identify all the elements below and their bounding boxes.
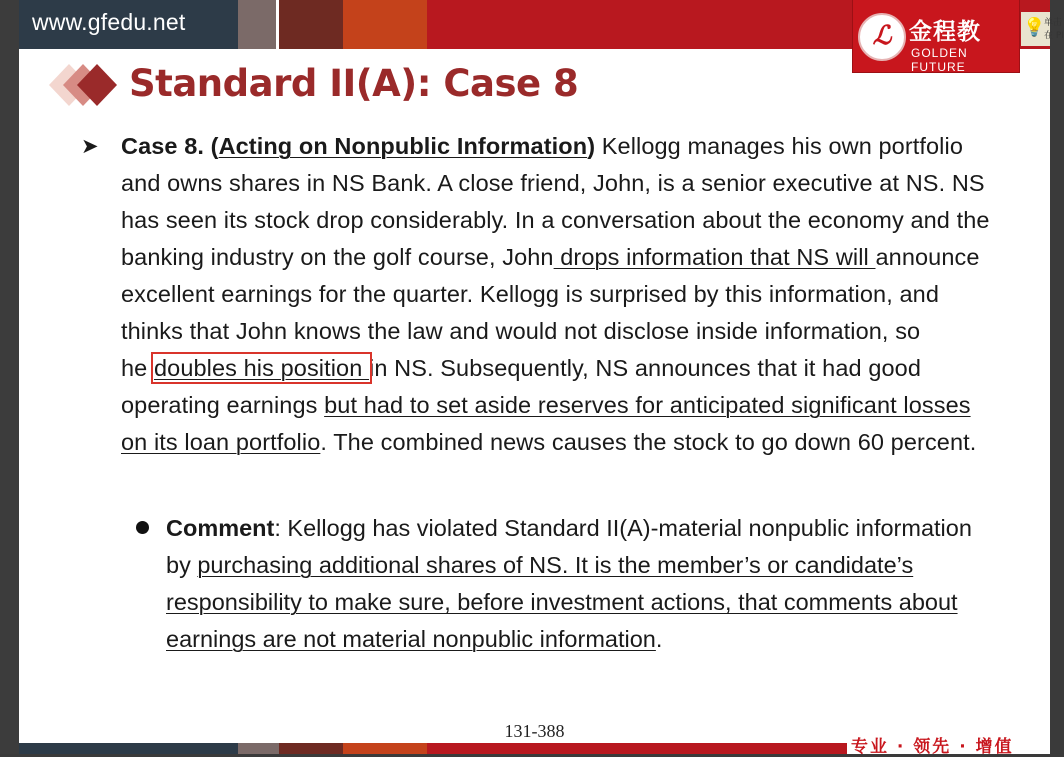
case-text: Kellogg manages his own portfolio and owns shares in NS Bank. A close friend, John, is a senior executive at NS. NS has seen its stock drop considerably. In a conversation about the economy and the banking industry on the golf course, John [121,133,990,270]
banner-segment [279,743,343,754]
comment-text: . [655,626,663,652]
banner-segment [238,0,276,49]
underlined-phrase: purchasing additional shares of NS. It is the member’s or candidate’s responsibility to make sure, before investment actions, that comments about earnings are not material nonpublic information [166,552,958,652]
comment-paragraph [166,510,986,658]
tip-popup[interactable] [1021,12,1064,46]
highlighted-phrase: doubles his position [153,355,370,381]
lightbulb-icon: 💡 [1023,17,1046,38]
slogan: 专业 · 领先 · 增值 [847,732,1050,754]
page-title: Standard II(A): Case 8 [129,62,579,105]
round-bullet-icon [136,521,149,534]
logo-text-cn: 金程教 [909,19,981,45]
slide [19,0,1064,757]
case-text: announce excellent earnings for the quarter. Kellogg is surprised by this information, and thinks that John knows the law and would not disclose inside information, so he [121,244,980,381]
site-url: www.gfedu.net [32,9,186,35]
underlined-phrase: drops information that NS will [553,244,876,270]
comment-text: : Kellogg has violated Standard II(A)-material nonpublic information by [166,515,972,578]
logo-seal-icon: ℒ [858,13,906,61]
case-label: Case 8. ( [121,133,219,159]
banner-segment [238,743,279,754]
window-left-edge [0,0,19,754]
arrow-bullet-icon: ➤ [81,135,99,158]
banner-segment [343,0,427,49]
page-number: 131-388 [504,721,565,741]
banner-segment [343,743,427,754]
case-text: in NS. Subsequently, NS announces that it had good operating earnings [121,355,921,418]
comment-label: Comment [166,515,275,541]
logo-text-en: GOLDEN FUTURE [911,46,968,74]
case-text: . The combined news causes the stock to go down 60 percent. [320,429,977,455]
case-topic: Acting on Nonpublic Information [218,133,588,159]
underlined-phrase: but had to set aside reserves for anticipated significant losses on its loan portfolio [121,392,971,455]
title-diamond-icon [47,60,127,110]
banner-segment [279,0,343,49]
case-label-close: ) [587,133,596,159]
banner-segment [19,743,238,754]
tip-text: 单击 在 PI [1044,18,1064,41]
case-paragraph [81,128,996,461]
brand-logo [853,0,1019,72]
